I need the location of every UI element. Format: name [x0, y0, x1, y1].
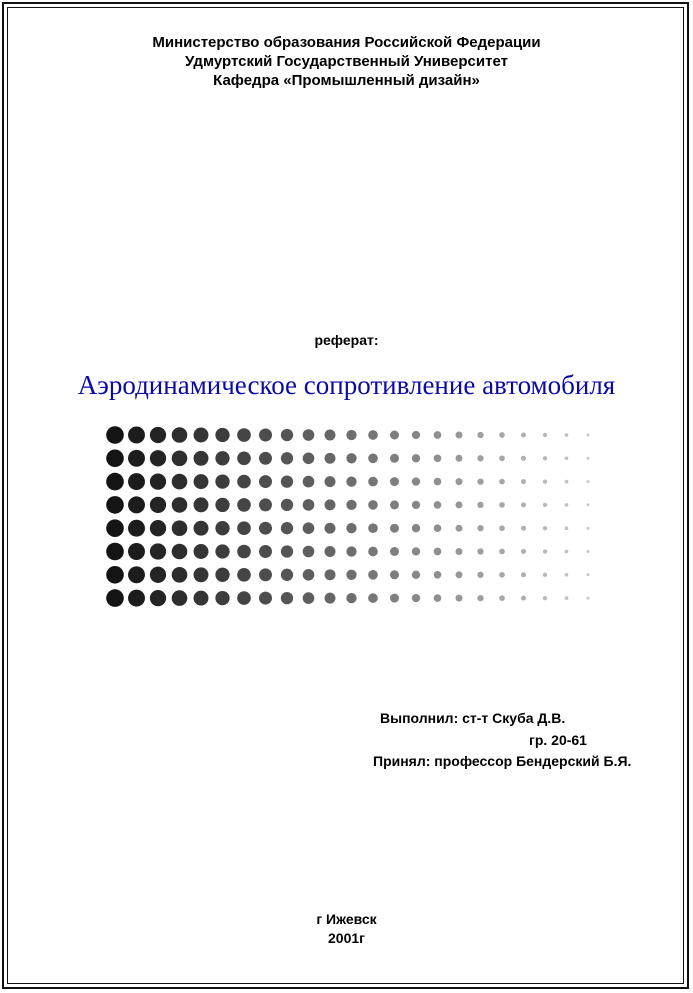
halftone-dot — [587, 550, 590, 553]
credits-group: гр. 20-61 — [529, 732, 587, 748]
halftone-dot — [412, 594, 420, 602]
halftone-dot — [346, 570, 356, 580]
halftone-dot — [499, 502, 505, 508]
halftone-dot — [237, 568, 251, 582]
halftone-dot — [368, 453, 378, 463]
halftone-dot — [543, 479, 547, 483]
halftone-dot — [434, 431, 442, 439]
halftone-dot — [346, 593, 356, 603]
halftone-dot — [150, 543, 166, 559]
halftone-dot — [325, 546, 336, 557]
halftone-dot — [346, 523, 356, 533]
halftone-dot — [390, 454, 399, 463]
halftone-dot — [477, 502, 483, 508]
halftone-dot — [172, 474, 188, 490]
halftone-dot — [543, 503, 547, 507]
halftone-dot — [106, 473, 124, 491]
halftone-dot — [172, 567, 188, 583]
halftone-dot — [237, 498, 251, 512]
halftone-dot — [281, 569, 293, 581]
halftone-dot — [128, 566, 145, 583]
halftone-dot — [543, 573, 547, 577]
halftone-dot — [368, 430, 378, 440]
halftone-dot — [106, 450, 124, 468]
halftone-dot — [128, 450, 145, 467]
halftone-dot — [237, 545, 251, 559]
halftone-dot — [172, 451, 188, 467]
halftone-dot — [565, 526, 569, 530]
halftone-dot — [281, 452, 293, 464]
halftone-dot — [303, 476, 315, 488]
halftone-dot — [150, 450, 166, 466]
halftone-dot — [521, 526, 526, 531]
halftone-dot — [521, 479, 526, 484]
halftone-dot — [390, 570, 399, 579]
halftone-dot — [303, 522, 315, 534]
halftone-dot — [303, 592, 315, 604]
halftone-dot — [194, 544, 209, 559]
halftone-dot — [434, 501, 442, 509]
halftone-dot — [587, 480, 590, 483]
halftone-dot — [477, 525, 483, 531]
halftone-dot — [325, 523, 336, 534]
halftone-dot — [259, 592, 272, 605]
halftone-dot — [521, 549, 526, 554]
halftone-dot — [172, 497, 188, 513]
halftone-dot — [565, 573, 569, 577]
halftone-dot — [390, 524, 399, 533]
year-line: 2001г — [328, 930, 365, 946]
halftone-dot — [259, 498, 272, 511]
halftone-dot — [543, 549, 547, 553]
halftone-dot — [477, 478, 483, 484]
halftone-dot — [368, 570, 378, 580]
halftone-dot — [325, 453, 336, 464]
halftone-dot — [499, 432, 505, 438]
halftone-dot — [456, 455, 463, 462]
halftone-dot — [565, 550, 569, 554]
halftone-dot — [521, 433, 526, 438]
halftone-dot — [434, 594, 442, 602]
halftone-dot — [150, 427, 166, 443]
halftone-dot — [587, 527, 590, 530]
halftone-dot — [259, 429, 272, 442]
halftone-dot — [456, 525, 463, 532]
halftone-dot — [565, 596, 569, 600]
halftone-dot — [499, 572, 505, 578]
halftone-dot — [259, 568, 272, 581]
halftone-dot — [215, 498, 229, 512]
halftone-dot — [150, 590, 166, 606]
halftone-dot — [368, 500, 378, 510]
halftone-dot — [128, 543, 145, 560]
halftone-dot — [215, 428, 229, 442]
document-type-label: реферат: — [314, 332, 379, 348]
halftone-dot — [521, 596, 526, 601]
halftone-dot — [172, 544, 188, 560]
halftone-dot — [325, 499, 336, 510]
halftone-dot — [565, 480, 569, 484]
halftone-dot — [150, 473, 166, 489]
halftone-dot — [390, 431, 399, 440]
halftone-dot — [237, 591, 251, 605]
halftone-dot — [106, 589, 124, 607]
halftone-dot — [215, 521, 229, 535]
halftone-dot — [412, 477, 420, 485]
halftone-dot — [128, 590, 145, 607]
halftone-dot — [325, 430, 336, 441]
halftone-dot — [194, 497, 209, 512]
halftone-dot — [172, 590, 188, 606]
halftone-dot — [215, 474, 229, 488]
halftone-dot — [128, 496, 145, 513]
halftone-dot — [259, 522, 272, 535]
halftone-dot — [390, 500, 399, 509]
halftone-dot — [434, 571, 442, 579]
halftone-dot — [456, 548, 463, 555]
halftone-dot — [194, 451, 209, 466]
halftone-dot — [521, 502, 526, 507]
halftone-dot — [456, 478, 463, 485]
university-line: Удмуртский Государственный Университет — [185, 53, 508, 70]
halftone-dot — [128, 473, 145, 490]
halftone-dot — [128, 520, 145, 537]
halftone-dot — [172, 427, 188, 443]
halftone-dot — [499, 479, 505, 485]
halftone-dot — [434, 524, 442, 532]
halftone-dot — [194, 591, 209, 606]
halftone-dot — [259, 452, 272, 465]
department-line: Кафедра «Промышленный дизайн» — [213, 72, 480, 89]
halftone-dot — [303, 429, 315, 441]
halftone-dot — [499, 549, 505, 555]
halftone-dot — [106, 543, 124, 561]
halftone-dot — [543, 433, 547, 437]
halftone-dot — [281, 475, 293, 487]
halftone-dot — [434, 454, 442, 462]
halftone-dot — [368, 547, 378, 557]
halftone-dot — [150, 497, 166, 513]
halftone-dot — [368, 477, 378, 487]
halftone-dot — [434, 548, 442, 556]
halftone-dot — [477, 432, 483, 438]
halftone-dot — [194, 567, 209, 582]
halftone-dot — [281, 522, 293, 534]
halftone-dot — [303, 546, 315, 558]
halftone-dot — [259, 545, 272, 558]
halftone-dot — [106, 566, 124, 584]
halftone-dot — [456, 501, 463, 508]
halftone-dot — [521, 456, 526, 461]
halftone-dot — [412, 501, 420, 509]
halftone-dot — [521, 572, 526, 577]
halftone-dot — [477, 455, 483, 461]
halftone-dot — [259, 475, 272, 488]
ministry-line: Министерство образования Российской Федерации — [152, 34, 541, 51]
halftone-dot — [456, 432, 463, 439]
halftone-dot — [215, 451, 229, 465]
halftone-dot — [346, 546, 356, 556]
halftone-dot — [215, 591, 229, 605]
halftone-dot — [194, 521, 209, 536]
halftone-dot — [543, 596, 547, 600]
halftone-dot — [499, 595, 505, 601]
halftone-dot — [390, 477, 399, 486]
halftone-dot — [412, 547, 420, 555]
halftone-dot — [303, 452, 315, 464]
halftone-dot — [434, 478, 442, 486]
halftone-dot — [106, 426, 124, 444]
halftone-dot — [412, 571, 420, 579]
halftone-dot — [499, 455, 505, 461]
halftone-dot — [281, 429, 293, 441]
halftone-dot — [587, 597, 590, 600]
halftone-dot — [106, 519, 124, 537]
halftone-dot — [237, 521, 251, 535]
halftone-dot — [281, 499, 293, 511]
halftone-dot — [237, 475, 251, 489]
halftone-dot — [456, 571, 463, 578]
halftone-dot — [412, 524, 420, 532]
credits-reviewer: Принял: профессор Бендерский Б.Я. — [373, 753, 632, 769]
halftone-dot — [587, 503, 590, 506]
halftone-dot — [587, 457, 590, 460]
halftone-dot — [565, 456, 569, 460]
city-line: г Ижевск — [316, 911, 377, 927]
halftone-dot — [477, 572, 483, 578]
halftone-dot — [456, 595, 463, 602]
halftone-dot — [128, 427, 145, 444]
halftone-dot — [346, 453, 356, 463]
halftone-dot — [325, 476, 336, 487]
halftone-dot — [150, 567, 166, 583]
halftone-dot — [346, 476, 356, 486]
halftone-dot — [368, 593, 378, 603]
halftone-dot — [237, 428, 251, 442]
halftone-dot — [281, 545, 293, 557]
halftone-dot — [303, 499, 315, 511]
halftone-dot — [477, 548, 483, 554]
halftone-dot — [237, 451, 251, 465]
halftone-dot — [303, 569, 315, 581]
halftone-dot — [194, 428, 209, 443]
halftone-dot — [587, 573, 590, 576]
halftone-dot — [346, 430, 356, 440]
halftone-dot — [172, 520, 188, 536]
halftone-dot — [499, 525, 505, 531]
halftone-dot — [565, 503, 569, 507]
halftone-dot — [543, 456, 547, 460]
halftone-dot — [325, 569, 336, 580]
halftone-dot — [543, 526, 547, 530]
halftone-dot — [390, 594, 399, 603]
halftone-dot — [368, 523, 378, 533]
halftone-dot — [477, 595, 483, 601]
halftone-dot — [412, 431, 420, 439]
halftone-dot — [587, 434, 590, 437]
footer-block — [0, 910, 693, 948]
halftone-dot — [215, 544, 229, 558]
halftone-dot — [412, 454, 420, 462]
halftone-dot — [106, 496, 124, 514]
halftone-dot — [390, 547, 399, 556]
halftone-dot — [565, 433, 569, 437]
halftone-dot — [215, 568, 229, 582]
halftone-dot — [281, 592, 293, 604]
document-title: Аэродинамическое сопротивление автомобиля — [77, 370, 616, 400]
halftone-dot — [346, 500, 356, 510]
credits-author: Выполнил: ст-т Скуба Д.В. — [380, 710, 566, 726]
halftone-dot — [194, 474, 209, 489]
halftone-dot — [325, 593, 336, 604]
halftone-dot — [150, 520, 166, 536]
